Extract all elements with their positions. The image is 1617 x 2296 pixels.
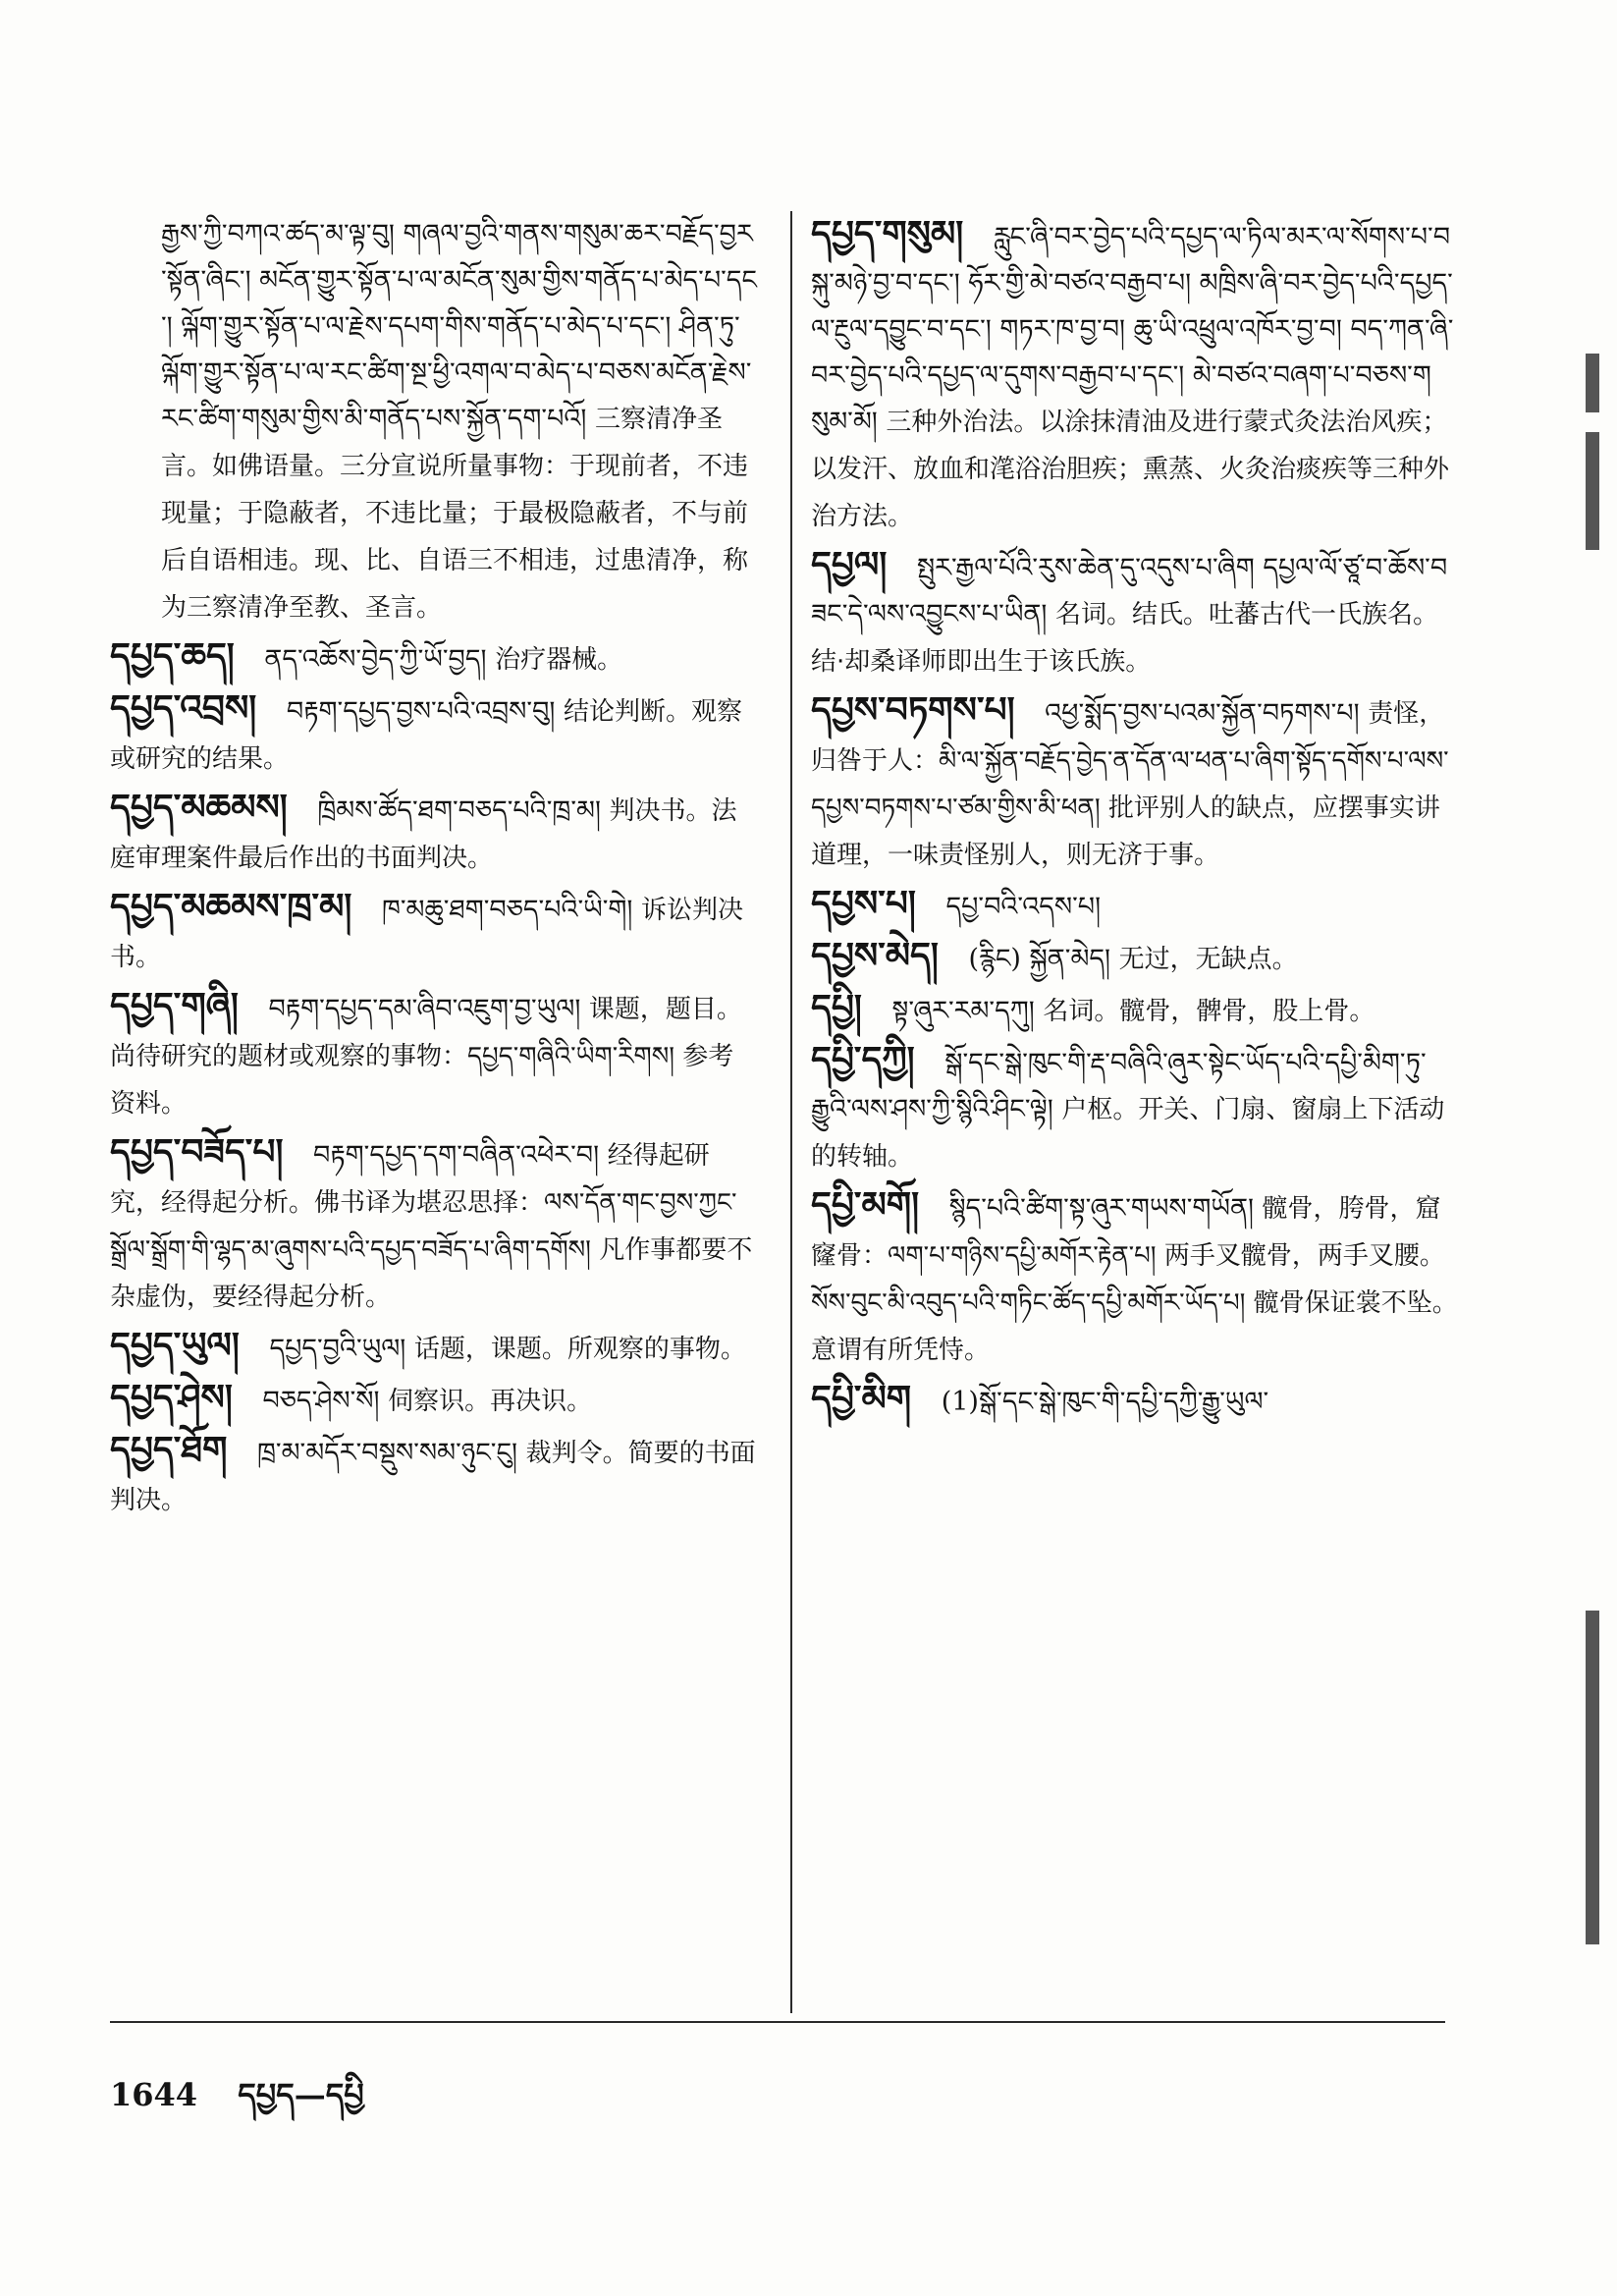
entry-tibetan-body: འཕྱ་སྨོད་བྱས་པའམ་སྐྱོན་བཏགས་པ། xyxy=(1045,698,1360,729)
entry-tibetan-body: རྒྱས་ཀྱི་བཀའ་ཚད་མ་ལྟ་བུ། གཞལ་བྱའི་གནས་གསུམ་ཆར་བརྗོད་བྱར་སྟོན་ཞིང་། མངོན་གྱུར་སྟོན་པ་ལ་མངོན་སུམ་གྱིས་གནོད་པ་མེད་པ་དང་། ལྐོག་གྱུར་སྟོན་པ་ལ་རྗེས་དཔག་གིས་གནོད་པ་མེད་པ་དང་། ཤིན་ཏུ་ལྐོག་གྱུར་སྟོན་པ་ལ་རང་ཚིག་སྔ་ཕྱི་འགལ་བ་མེད་པ་བཅས་མངོན་རྗེས་རང་ཚིག་གསུམ་གྱིས་མི་གནོད་པས་སྐྱོན་དག་པའོ། xyxy=(161,219,758,434)
entry-headword: དཔྱད་མཆམས། xyxy=(110,788,288,828)
entry xyxy=(811,542,1459,685)
entry-tibetan-body: དཔྱད་བྱའི་ཡུལ། xyxy=(269,1334,406,1364)
right-column xyxy=(811,211,1459,1428)
entry-chinese-gloss: 课题，题目。尚待研究的题材或观察的事物：དཔྱད་གཞིའི་ཡིག་རིགས། 参考资料。 xyxy=(110,995,742,1119)
entry-chinese-gloss: 话题，课题。所观察的事物。 xyxy=(413,1335,746,1364)
entry-headword: དཔྱད་ཡུལ། xyxy=(110,1326,240,1366)
page-header-range: དཔྱད—དཔྱི xyxy=(238,2076,364,2113)
entry-chinese-gloss: 责怪，归咎于人：མི་ལ་སྐྱོན་བརྗོད་བྱེད་ན་དོན་ལ་ཕན་པ་ཞིག་སྟོད་དགོས་པ་ལས་དཔྱས་བཏགས་པ་ཙམ་གྱིས་མི་ཕན། 批评别人的缺点，应摆事实讲道理，一味责怪别人，则无济于事。 xyxy=(811,699,1449,870)
entry xyxy=(811,933,1459,983)
entry-tibetan-body: བརྟག་དཔྱད་དམ་ཞིབ་འཇུག་བྱ་ཡུལ། xyxy=(268,994,581,1024)
entry-tibetan-body: (རྙིང) སྐྱོན་མེད། xyxy=(968,944,1111,974)
entry-headword: དཔྱི། xyxy=(811,988,862,1028)
entry-headword: དཔྱས་བཏགས་པ། xyxy=(811,690,1015,731)
scan-edge-marks xyxy=(1578,39,1599,2259)
entry-headword: དཔྱད་འབྲས། xyxy=(110,688,257,729)
entry-headword: དཔྱི་དཀྱི། xyxy=(811,1040,915,1080)
entry-tibetan-body: བརྟག་དཔྱད་དག་བཞིན་འཕེར་བ། xyxy=(313,1140,600,1171)
entry-chinese-gloss: 诉讼判决书。 xyxy=(110,896,744,972)
entry-headword: དཔྱད་གསུམ། xyxy=(811,214,964,254)
entry-chinese-gloss: 无过，无缺点。 xyxy=(1118,945,1298,974)
entry-chinese-gloss: 结论判断。观察或研究的结果。 xyxy=(110,697,742,774)
entry-tibetan-body: བརྟག་དཔྱད་བྱས་པའི་འབྲས་བུ། xyxy=(286,696,556,727)
entry-tibetan-body: (1)སྒོ་དང་སྒེ་ཁུང་གི་དཔྱི་དཀྱི་རྒྱུ་ཡུལ་ xyxy=(941,1387,1269,1417)
entry xyxy=(811,1376,1459,1426)
entry-headword: དཔྱས་མེད། xyxy=(811,936,939,976)
entry xyxy=(811,687,1459,879)
entry-headword: དཔྱད་ཤེས། xyxy=(110,1378,233,1418)
entry xyxy=(110,983,758,1127)
entry xyxy=(811,1037,1459,1180)
entry-tibetan-body: ཁ་མཆུ་ཐག་བཅད་པའི་ཡི་གེ། xyxy=(381,895,633,925)
entry-tibetan-body: སྤུར་རྒྱལ་པོའི་རུས་ཆེན་དུ་འདུས་པ་ཞིག དཔྱལ་ལོ་ཙཱ་བ་ཆོས་བཟང་དེ་ལས་འབྱུངས་པ་ཡིན། xyxy=(811,553,1448,629)
entry xyxy=(110,685,758,783)
entry-tibetan-body: དཔྱ་བའི་འདས་པ། xyxy=(945,892,1102,922)
entry-tibetan-body: རླུང་ཞི་བར་བྱེད་པའི་དཔྱད་ལ་ཏིལ་མར་ལ་སོགས་པ་བསྐུ་མཉེ་བྱ་བ་དང་། ཧོར་གྱི་མེ་བཙའ་བརྒྱབ་པ། མཁྲིས་ཞི་བར་བྱེད་པའི་དཔྱད་ལ་རྔུལ་དབྱུང་བ་དང་། གཏར་ཁ་བྱ་བ། ཆུ་ཡི་འཕྲུལ་འཁོར་བྱ་བ། བད་ཀན་ཞི་བར་བྱེད་པའི་དཔྱད་ལ་དུགས་བརྒྱབ་པ་དང་། མེ་བཙའ་བཞག་པ་བཅས་གསུམ་མོ། xyxy=(811,222,1454,437)
entry xyxy=(110,1375,758,1425)
column-divider xyxy=(790,211,792,2013)
left-column xyxy=(110,211,758,1526)
page-footer xyxy=(110,2060,394,2149)
entry-chinese-gloss: 三种外治法。以涂抹清油及进行蒙式灸法治风疾；以发汗、放血和滗浴治胆疾；熏蒸、火灸治痰疾等三种外治方法。 xyxy=(811,408,1450,531)
page-number: 1644 xyxy=(110,2076,198,2113)
scan-mark xyxy=(1586,432,1599,550)
entry-tibetan-body: སྟ་ཞུར་རམ་དཀུ། xyxy=(891,996,1035,1026)
entry-tibetan-body: སྙིད་པའི་ཚིག་སྟ་ཞུར་གཡས་གཡོན། xyxy=(948,1193,1254,1224)
footer-rule xyxy=(110,2021,1445,2023)
entry-tibetan-body: ནད་འཆོས་བྱེད་ཀྱི་ཡོ་བྱད། xyxy=(264,644,487,675)
entry-tibetan-body: ཁྲ་མ་མདོར་བསྡུས་སམ་ཉུང་ངུ། xyxy=(257,1438,518,1468)
entry-tibetan-body: བཅད་ཤེས་སོ། xyxy=(262,1386,380,1416)
entry-headword: དཔྱལ། xyxy=(811,545,888,585)
entry-chinese-gloss: 裁判令。简要的书面判决。 xyxy=(110,1439,756,1515)
entry-chinese-gloss: 治疗器械。 xyxy=(495,645,623,675)
entry-headword: དཔྱི་མིག xyxy=(811,1379,912,1419)
entry-chinese-gloss: 髋骨，胯骨，窟窿骨：ལག་པ་གཉིས་དཔྱི་མགོར་རྟེན་པ། 两手叉髋骨，两手叉腰。སོས་བུང་མི་འབུད་པའི་གཏིང་ཚོད་དཔྱི་མགོར་ཡོད་པ། 髋骨保证裳不坠。意谓有所凭恃。 xyxy=(811,1194,1458,1365)
scan-mark xyxy=(1586,1611,1599,1944)
entry-chinese-gloss: 经得起研究，经得起分析。佛书译为堪忍思择：ལས་དོན་གང་བྱས་ཀྱང་སྒྲོལ་སྒྲོག་གི་ལྷད་མ་ཞུགས་པའི་དཔྱད་བཟོད་པ་ཞིག་དགོས། 凡作事都要不杂虚伪，要经得起分析。 xyxy=(110,1141,753,1312)
entry-headword: དཔྱད་བཟོད་པ། xyxy=(110,1132,284,1173)
entry-chinese-gloss: 判决书。法庭审理案件最后作出的书面判决。 xyxy=(110,796,737,873)
entry xyxy=(110,884,758,981)
entry xyxy=(811,1182,1459,1374)
entry xyxy=(110,1323,758,1373)
entry xyxy=(811,881,1459,931)
entry-headword: དཔྱད་མཆམས་ཁྲ་མ། xyxy=(110,887,352,927)
entry xyxy=(811,985,1459,1035)
entry xyxy=(811,211,1459,540)
entry xyxy=(110,1427,758,1524)
entry-continuation xyxy=(110,211,758,631)
entry-headword: དཔྱི་མགོ། xyxy=(811,1185,920,1226)
entry-chinese-gloss: 伺察识。再决识。 xyxy=(388,1387,593,1416)
entry xyxy=(110,785,758,882)
entry-headword: དཔྱས་པ། xyxy=(811,884,916,924)
entry xyxy=(110,633,758,683)
entry xyxy=(110,1129,758,1321)
entry-chinese-gloss: 名词。结氏。吐蕃古代一氏族名。结·却桑译师即出生于该氏族。 xyxy=(811,600,1439,677)
entry-chinese-gloss: 名词。髋骨，髀骨，股上骨。 xyxy=(1043,997,1375,1026)
entry-chinese-gloss: 三察清净圣言。如佛语量。三分宣说所量事物：于现前者，不违现量；于隐蔽者，不违比量；于最极隐蔽者，不与前后自语相违。现、比、自语三不相违，过患清净，称为三察清净至教、圣言。 xyxy=(161,405,749,623)
entry-tibetan-body: སྒོ་དང་སྒེ་ཁུང་གི་རྡ་བཞིའི་ཞུར་སྟེང་ཡོད་པའི་དཔྱི་མིག་ཏུ་རྒྱུའི་ལས་ཤས་ཀྱི་སྙིའི་ཤིང་ལྟེ། xyxy=(811,1048,1427,1124)
entry-headword: དཔྱད་ཆད། xyxy=(110,636,235,677)
entry-headword: དཔྱད་གཞི། xyxy=(110,986,239,1026)
scan-mark xyxy=(1586,354,1599,412)
entry-headword: དཔྱད་ཐོག xyxy=(110,1430,228,1470)
entry-chinese-gloss: 户枢。开关、门扇、窗扇上下活动的转轴。 xyxy=(811,1095,1445,1172)
entry-tibetan-body: ཁྲིམས་ཚོད་ཐག་བཅད་པའི་ཁྲ་མ། xyxy=(317,795,601,826)
